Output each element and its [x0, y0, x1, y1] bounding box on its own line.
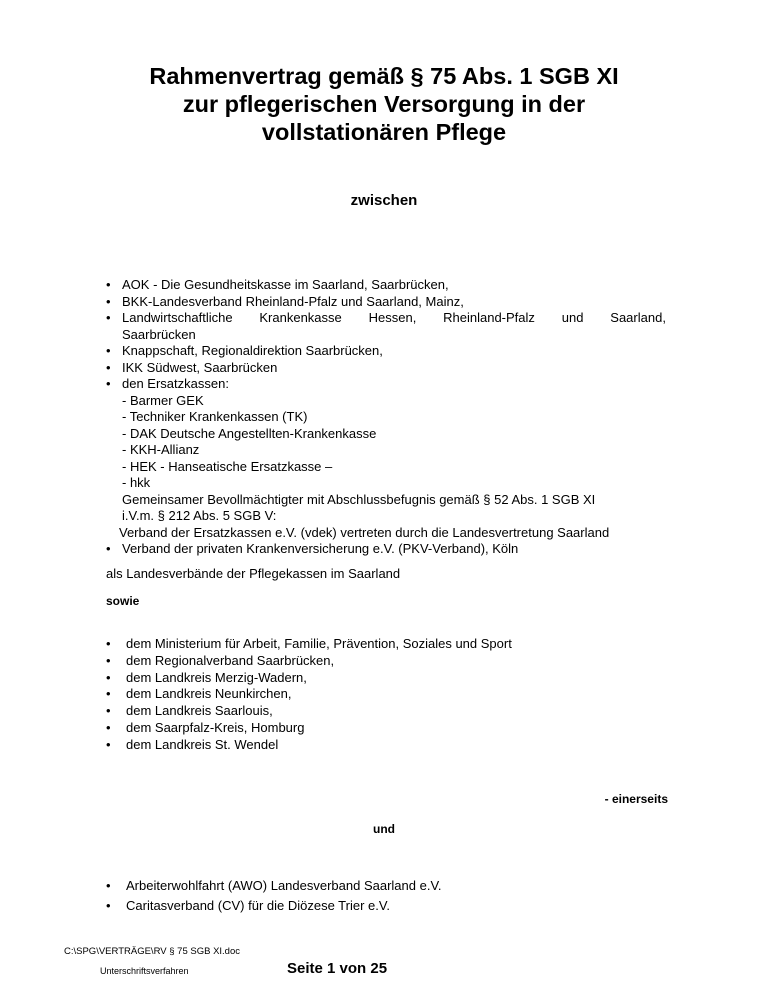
bullet-icon: • [106, 376, 111, 391]
ersatzkasse-item: - Barmer GEK [122, 392, 204, 408]
list-item-text: dem Landkreis Neunkirchen, [126, 686, 292, 702]
list-item-text: dem Ministerium für Arbeit, Familie, Prävention, Soziales und Sport [126, 636, 512, 651]
word: Rheinland-Pfalz [443, 310, 535, 325]
bullet-icon: • [106, 541, 111, 556]
title-line-1: Rahmenvertrag gemäß § 75 Abs. 1 SGB XI [149, 63, 619, 89]
document-title [60, 62, 708, 146]
bullet-icon: • [106, 878, 111, 893]
footer-filepath: C:\SPG\VERTRÄGE\RV § 75 SGB XI.doc [64, 946, 240, 957]
bullet-icon: • [106, 898, 111, 913]
list-item [106, 737, 666, 754]
bullet-icon: • [106, 736, 111, 752]
ersatz-note: i.V.m. § 212 Abs. 5 SGB V: [122, 508, 277, 523]
bullet-icon: • [106, 669, 111, 685]
word: Krankenkasse [259, 310, 342, 325]
ersatz-note: Gemeinsamer Bevollmächtigter mit Abschlussbefugnis gemäß § 52 Abs. 1 SGB XI [122, 491, 596, 507]
page-number: Seite 1 von 25 [287, 960, 388, 977]
verbaende-list [106, 876, 666, 916]
list-item [106, 686, 666, 703]
justified-line [122, 310, 666, 327]
list-item-text: Knappschaft, Regionaldirektion Saarbrücken, [122, 343, 383, 358]
list-item [106, 343, 666, 360]
ersatzkasse-item: - KKH-Allianz [122, 442, 200, 457]
und-heading: und [373, 822, 395, 836]
sowie-heading: sowie [106, 594, 140, 608]
between-heading: zwischen [350, 192, 418, 209]
bullet-icon: • [106, 686, 111, 702]
list-item [106, 310, 666, 343]
bullet-icon: • [106, 652, 111, 668]
word: und [561, 310, 584, 325]
list-item-text: Verband der privaten Krankenversicherung e.V. (PKV-Verband), Köln [122, 541, 519, 556]
list-item-text: Caritasverband (CV) für die Diözese Trier e.V. [126, 898, 390, 913]
list-item-continuation: Saarbrücken [122, 326, 196, 342]
list-item [106, 541, 666, 558]
footer-procedure: Unterschriftsverfahren [100, 966, 189, 976]
list-item-text: dem Saarpfalz-Kreis, Homburg [126, 719, 305, 735]
list-item-text: dem Landkreis St. Wendel [126, 736, 279, 752]
title-line-2: zur pflegerischen Versorgung in der [182, 91, 586, 117]
list-item [106, 703, 666, 720]
role-statement: als Landesverbände der Pflegekassen im Saarland [106, 566, 401, 581]
bullet-icon: • [106, 359, 111, 375]
list-item [106, 360, 666, 377]
bullet-icon: • [106, 293, 111, 309]
list-item-text: IKK Südwest, Saarbrücken [122, 359, 278, 375]
ersatz-note: Verband der Ersatzkassen e.V. (vdek) vertreten durch die Landesvertretung Saarland [119, 524, 610, 540]
list-item-text: den Ersatzkassen: [122, 376, 229, 391]
bullet-icon: • [106, 343, 111, 358]
bullet-icon: • [106, 703, 111, 719]
list-item [106, 376, 666, 541]
list-item [106, 896, 666, 916]
ersatzkasse-item: - DAK Deutsche Angestellten-Krankenkasse [122, 425, 377, 441]
pflegekassen-list [106, 277, 666, 558]
ersatzkasse-item: - HEK - Hanseatische Ersatzkasse – [122, 458, 333, 474]
ersatzkasse-item: - hkk [122, 475, 151, 490]
ersatzkasse-item: - Techniker Krankenkassen (TK) [122, 409, 308, 424]
einerseits-label: - einerseits [604, 792, 668, 806]
list-item-text: dem Landkreis Saarlouis, [126, 703, 273, 719]
list-item [106, 720, 666, 737]
list-item-text: dem Landkreis Merzig-Wadern, [126, 669, 307, 685]
bullet-icon: • [106, 277, 111, 292]
list-item [106, 636, 666, 653]
list-item [106, 277, 666, 294]
bullet-icon: • [106, 310, 111, 325]
bullet-icon: • [106, 636, 111, 651]
list-item [106, 670, 666, 687]
word: Hessen, [368, 310, 417, 325]
word: Saarland, [610, 310, 666, 325]
word: Landwirtschaftliche [122, 310, 233, 325]
list-item-text: BKK-Landesverband Rheinland-Pfalz und Saarland, Mainz, [122, 293, 464, 309]
list-item-text: AOK - Die Gesundheitskasse im Saarland, Saarbrücken, [122, 277, 449, 292]
list-item-text: Arbeiterwohlfahrt (AWO) Landesverband Saarland e.V. [126, 878, 442, 893]
list-item [106, 294, 666, 311]
sozialhilfetraeger-list [106, 636, 666, 754]
title-line-3: vollstationären Pflege [261, 119, 507, 145]
bullet-icon: • [106, 719, 111, 735]
list-item [106, 876, 666, 896]
list-item-text: dem Regionalverband Saarbrücken, [126, 652, 335, 668]
list-item [106, 653, 666, 670]
